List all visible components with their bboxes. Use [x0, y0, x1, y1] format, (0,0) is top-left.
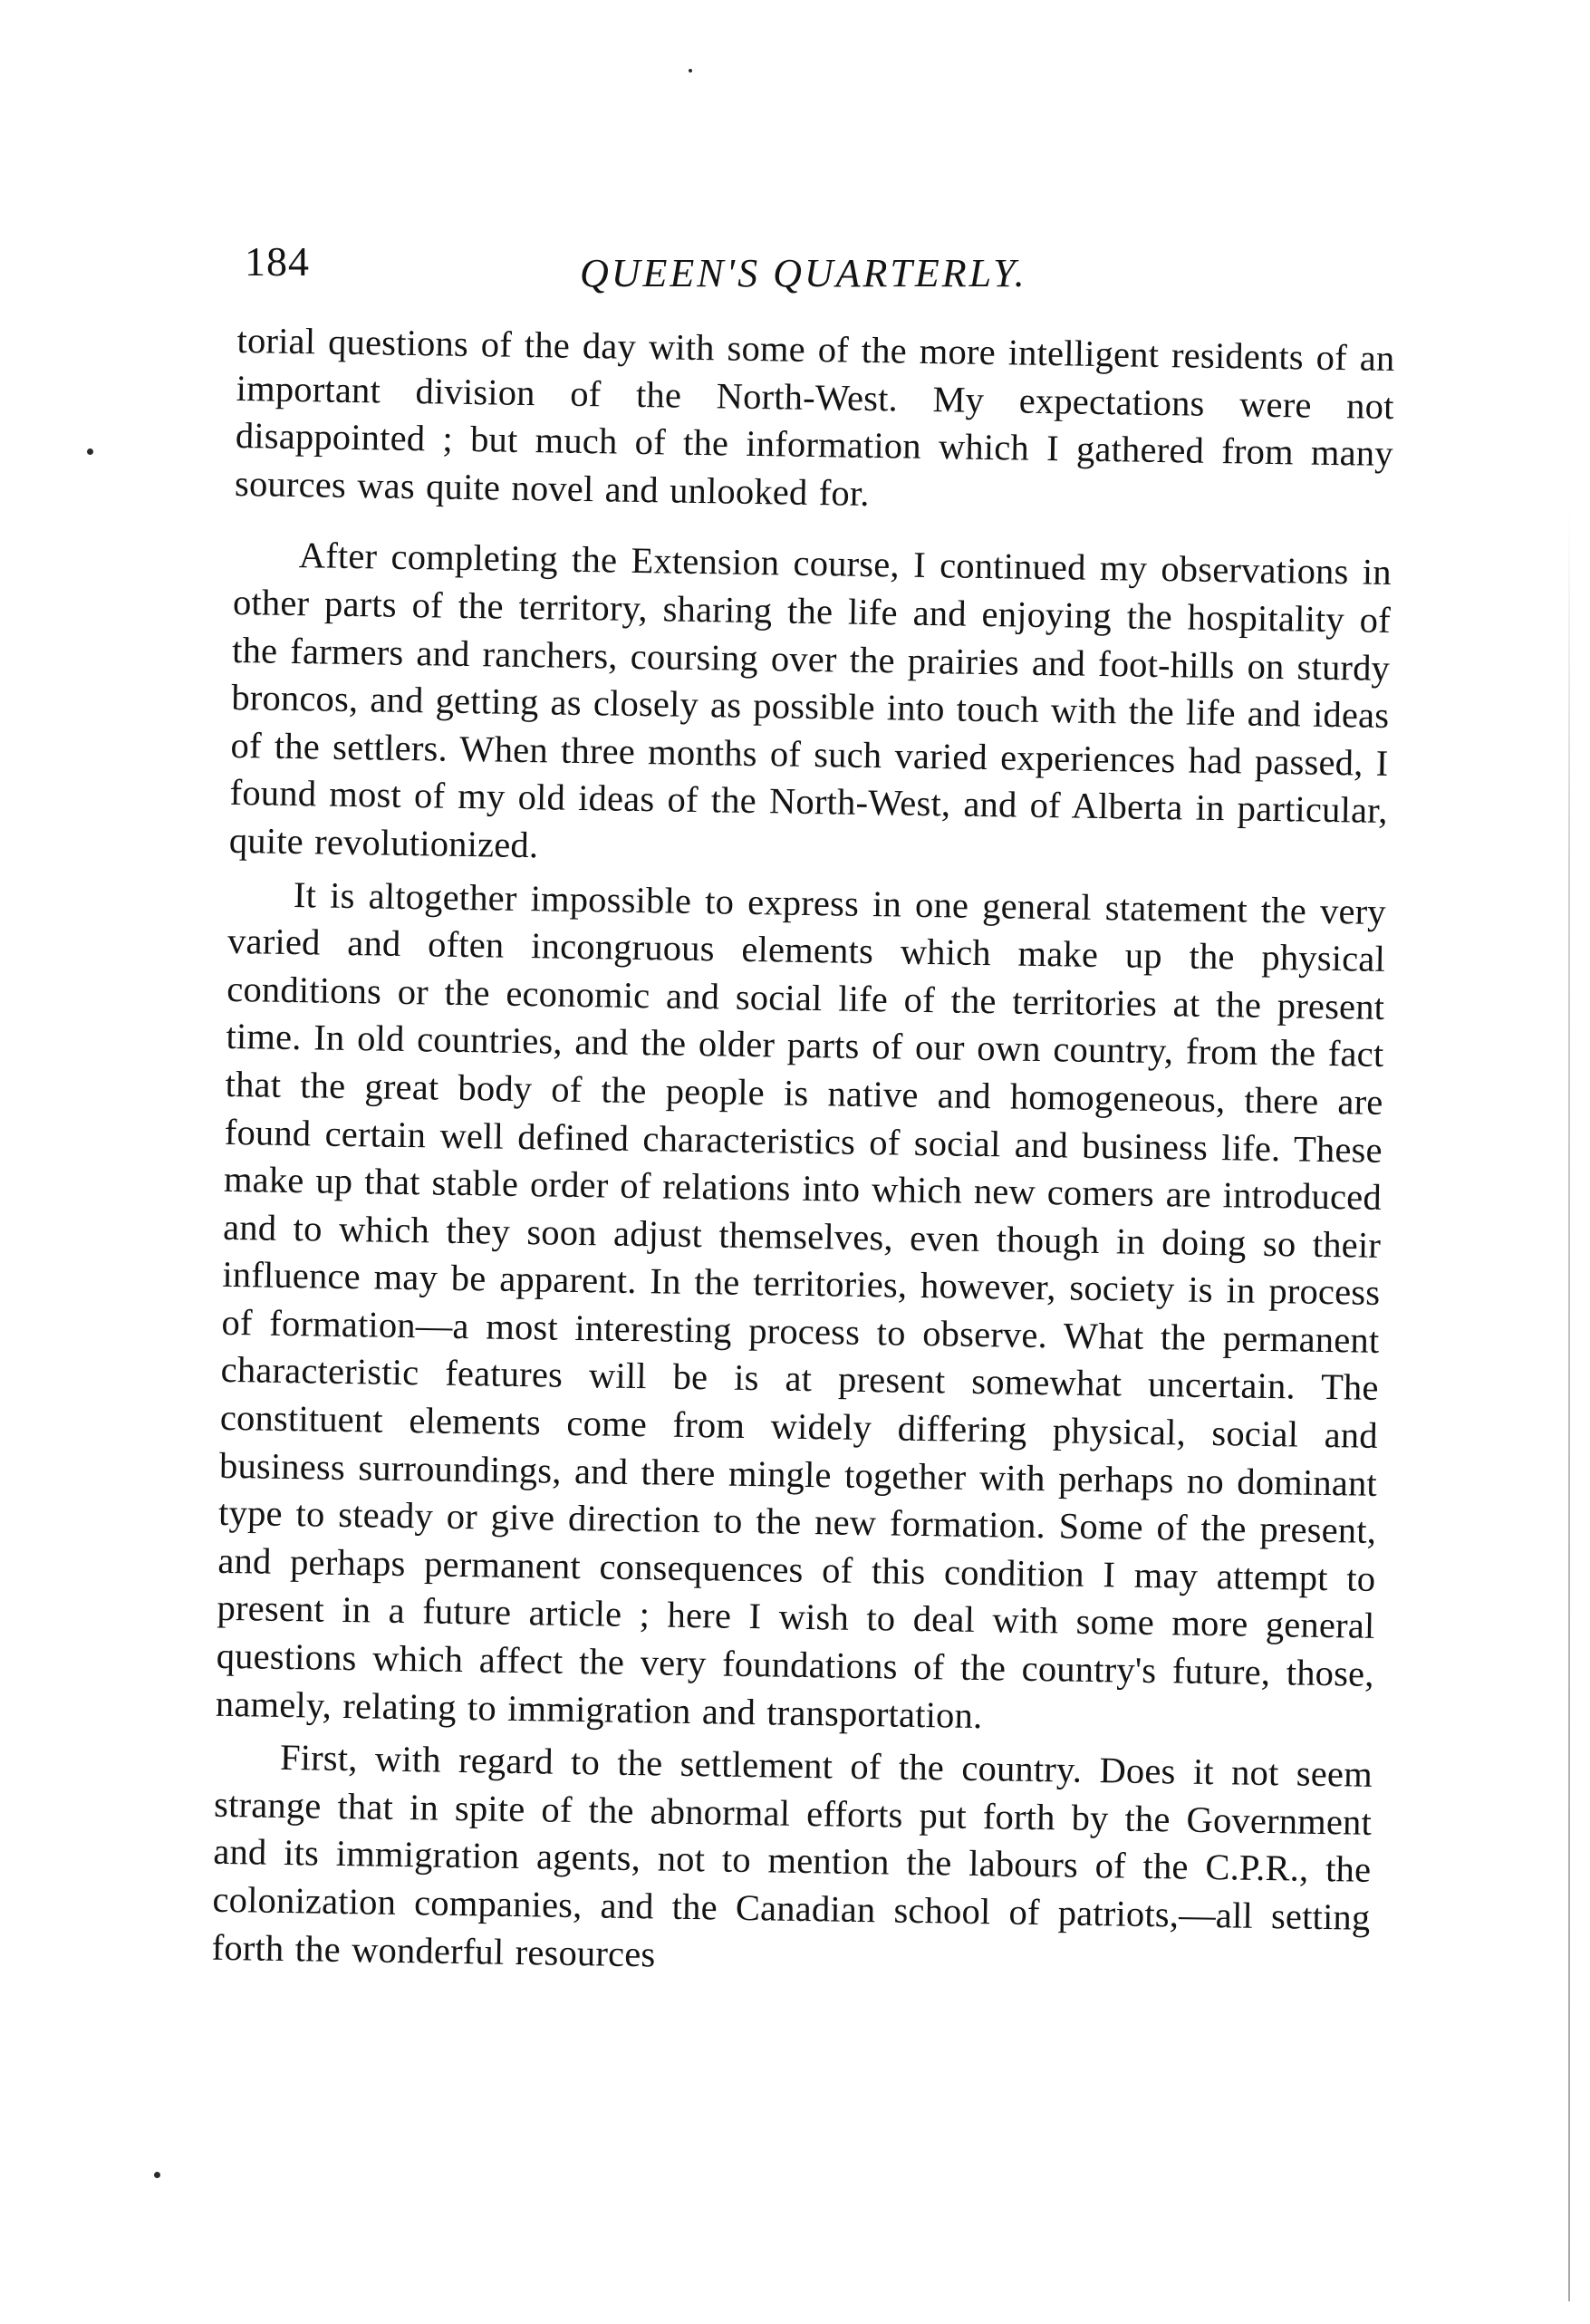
margin-speck-header: [689, 69, 692, 72]
running-head: QUEEN'S QUARTERLY.: [580, 251, 1027, 295]
page-number: 184: [245, 238, 310, 284]
page-header: [245, 237, 1395, 301]
paragraph-continued: torial questions of the day with some of the more intelligent residents of an important division of the North-West. My expectations were not disappointed ; but much of the information which I gathered from many sources was quite novel and unlooked for.: [234, 319, 1395, 514]
margin-speck-top: [87, 448, 93, 455]
paragraph-settlement: First, with regard to the settlement of the country. Does it not seem strange that in spite of the abnormal efforts put forth by the Government and its immigration agents, not to mention the labours of the C.P.R., the colonization companies, and the Canadian school of patriots,—all setting forth the wonderful resources: [211, 1737, 1373, 1975]
paragraph-extension-course: After completing the Extension course, I continued my observations in other parts of the territory, sharing the life and enjoying the hospitality of the farmers and ranchers, coursing over the prairies and foot-hills on sturdy broncos, and getting as closely as possible into touch with the life and ideas of the settlers. When three months of such varied experiences had passed, I found most of my old ideas of the North-West, and of Alberta in particular, quite revolutionized.: [228, 535, 1392, 866]
body-text: [211, 317, 1395, 1990]
margin-speck-bottom: [154, 2172, 160, 2178]
paragraph-general-statement: It is altogether impossible to express in one general statement the very varied and often incongruous elements which make up the physical conditions or the economic and social life of the territories at the present time. In old countries, and the older parts of our own country, from the fact that the great body of the people is native and homogeneous, there are found certain well defined characteristics of social and business life. These make up that stable order of relations into which new comers are introduced and to which they soon adjust themselves, even though in doing so their influence may be apparent. In the territories, however, society is in process of formation—a most interesting process to observe. What the permanent characteristic features will be is at present somewhat uncertain. The constituent elements come from widely differing physical, social and business surroundings, and there mingle together with perhaps no dominant type to steady or give direction to the new formation. Some of the present, and perhaps permanent consequences of this condition I may attempt to present in a future article ; here I wish to deal with some more general questions which affect the very foundations of the country's future, those, namely, relating to immigration and transportation.: [215, 873, 1387, 1736]
page-edge-shadow: [1568, 507, 1570, 2301]
